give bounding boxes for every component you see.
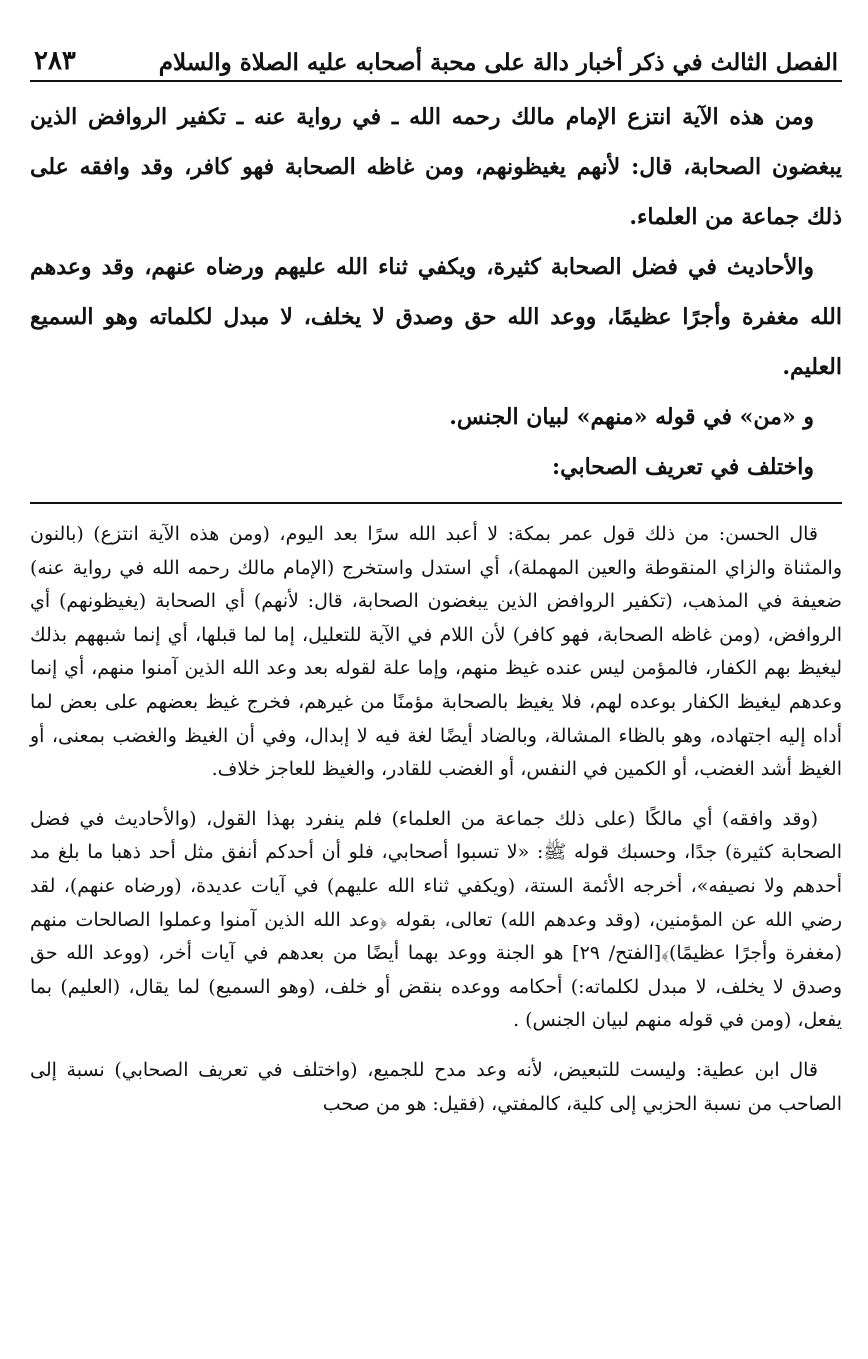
commentary-paragraph: (وقد وافقه) أي مالكًا (على ذلك جماعة من العلماء) فلم ينفرد بهذا القول، (والأحاديث في فضل الصحابة كثيرة) جدًا، وحسبك قوله ﷺ: «لا تسبوا أصحابي، فلو أن أحدكم أنفق مثل أحد ذهبا ما بلغ مد أحدهم ولا نصيفه»، أخرجه الأئمة الستة، (ويكفي ثناء الله عليهم) في آيات عديدة، (ورضاه عنهم)، لقد رضي الله عن المؤمنين، (وقد وعدهم الله) تعالى، بقوله ﴿وعد الله الذين آمنوا وعملوا الصالحات منهم (مغفرة وأجرًا عظيمًا)﴾[الفتح/ ٢٩] هو الجنة ووعد بهما أيضًا من بعدهم في آيات أخر، (ووعد الله حق وصدق لا يخلف، لا مبدل لكلماته:) أحكامه ووعده بنقض أو خلف، (وهو السميع) لما يقال، (العليم) بما يفعل، (ومن في قوله منهم لبيان الجنس) . [30, 807, 842, 1032]
main-paragraph: والأحاديث في فضل الصحابة كثيرة، ويكفي ثناء الله عليهم ورضاه عنهم، وقد وعدهم الله مغفرة وأجرًا عظيمًا، ووعد الله حق وصدق لا يخلف، لا مبدل لكلماته وهو السميع العليم. [30, 254, 842, 380]
main-paragraph: واختلف في تعريف الصحابي: [551, 454, 814, 480]
commentary-paragraph: قال ابن عطية: وليست للتبعيض، لأنه وعد مدح للجميع، (واختلف في تعريف الصحابي) نسبة إلى الصاحب من نسبة الحزبي إلى كلية، كالمفتي، (فقيل: هو من صحب [30, 1058, 842, 1115]
running-title: الفصل الثالث في ذكر أخبار دالة على محبة أصحابه عليه الصلاة والسلام [158, 49, 838, 76]
main-text [30, 82, 842, 492]
commentary [30, 518, 842, 1121]
page-header [30, 28, 842, 82]
main-paragraph: ومن هذه الآية انتزع الإمام مالك رحمه الله ـ في رواية عنه ـ تكفير الروافض الذين يبغضون الصحابة، قال: لأنهم يغيظونهم، ومن غاظه الصحابة فهو كافر، وقد وافقه على ذلك جماعة من العلماء. [30, 104, 842, 230]
book-page [30, 28, 842, 1137]
separator-line [30, 502, 842, 504]
commentary-paragraph: قال الحسن: من ذلك قول عمر بمكة: لا أعبد الله سرًا بعد اليوم، (ومن هذه الآية انتزع) (بالنون والمثناة والزاي المنقوطة والعين المهملة)، أي استدل واستخرج (الإمام مالك رحمه الله في رواية عنه) ضعيفة في المذهب، (تكفير الروافض الذين يبغضون الصحابة، قال: لأنهم) أي الصحابة (يغيظونهم) أي الروافض، (ومن غاظه الصحابة، فهو كافر) لأن اللام في الآية للتعليل، إما لما قبلها، أي إنما شبههم بذلك ليغيظ بهم الكفار، فالمؤمن ليس عنده غيظ منهم، وإما علة لقوله بعد وعد الله الذين آمنوا منهم، أي إنما وعدهم ليغيظ الكفار بوعده لهم، فلا يغيظ بالصحابة مؤمنًا من غيرهم، فخرج غيظ بعضهم على بعض لما أداه إليه اجتهاده، وهو بالظاء المشالة، وبالضاد أيضًا لغة فيه لا إبدال، وفي أن الغيظ والغضب بمعنى، أو الغيظ أشد الغضب، أو الكمين في النفس، أو الغضب للقادر، والغيظ للعاجز خلاف. [30, 523, 842, 781]
page-number: ٢٨٣ [34, 46, 76, 76]
main-paragraph: و «من» في قوله «منهم» لبيان الجنس. [449, 404, 814, 430]
